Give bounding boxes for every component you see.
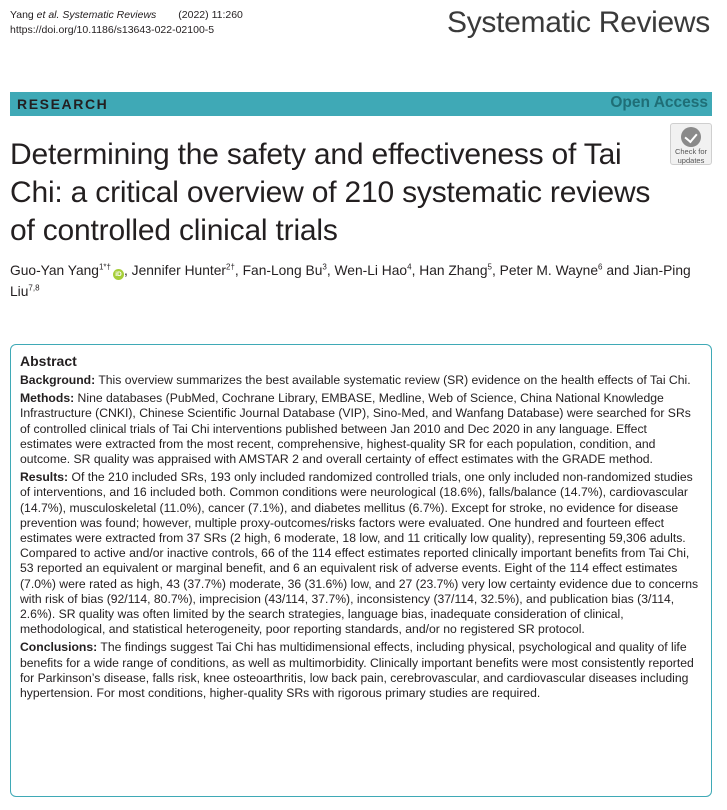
abstract-section [20,373,701,388]
author-name[interactable]: Peter M. Wayne [499,263,599,278]
citation-year: (2022) 11:260 [178,9,243,21]
citation-journal: et al. Systematic Reviews [36,9,157,21]
author-separator: , [491,263,500,278]
author-name[interactable]: Fan-Long Bu [242,263,323,278]
author-name[interactable]: Wen-Li Hao [334,263,408,278]
author-affiliation-marker: 6 [598,262,603,272]
author-separator: , [326,263,335,278]
author-affiliation-marker: 1*† [98,262,111,272]
abstract-section-text: Of the 210 included SRs, 193 only included randomized controlled trials, one only included non-randomized studies of interventions, and 16 included both. Common conditions were neurological (18.6%), falls/balance (14.7%), cardiovascular (14.7%), musculoskeletal (11.0%), cancer (7.1%), and diabetes mellitus (6.7%). Except for stroke, no evidence for disease prevention was found; however, multiple proxy-outcomes/risks factors were evaluated. One hundred and fourteen effect estimates were extracted from 37 SRs (2 high, 6 moderate, 18 low, and 11 critically low quality), representing 59,306 adults. Compared to active and/or inactive controls, 66 of the 114 effect estimates reported clinically important benefits from Tai Chi, 53 reported an equivalent or marginal benefit, and 6 an equivalent risk of adverse events. Eight of the 114 effect estimates (7.0%) were rated as high, 43 (37.7%) moderate, 36 (31.6%) low, and 27 (23.7%) very low certainty evidence due to concerns with risk of bias (92/114, 80.7%), imprecision (43/114, 37.7%), inconsistency (37/114, 32.5%), and publication bias (3/114, 2.6%). SR quality was often limited by the search strategies, language bias, inadequate consideration of clinical, methodological, and statistical heterogeneity, poor reporting standards, and/or no registered SR protocol. [20,470,699,637]
citation-authors: Yang [10,9,37,21]
abstract-section-text: The findings suggest Tai Chi has multidimensional effects, including physical, psychological and quality of life benefits for a wide range of conditions, as well as multimorbidity. Clinically important benefits were most consistently reported for Parkinson’s disease, falls risk, knee osteoarthritis, low back pain, cerebrovascular, and cardiovascular diseases including hypertension. For most conditions, higher-quality SRs with rigorous primary studies are required. [20,640,694,701]
author-list [10,260,710,302]
abstract-section-label: Methods: [20,391,75,406]
article-type-band [10,92,712,116]
author-affiliation-marker: 3 [322,262,327,272]
article-type-label: RESEARCH [17,96,109,112]
check-for-updates-badge[interactable] [670,123,712,165]
author-name[interactable]: Han Zhang [419,263,488,278]
author-affiliation-marker: 2† [226,262,235,272]
author-affiliation-marker: 7,8 [28,283,40,293]
abstract-section-text: This overview summarizes the best available systematic review (SR) evidence on the health effects of Tai Chi. [95,373,691,387]
article-title: Determining the safety and effectiveness of Tai Chi: a critical overview of 210 systematic reviews of controlled clinical trials [10,138,651,247]
citation-block [10,8,243,38]
open-access-label: Open Access [610,94,708,111]
author-name[interactable]: Jennifer Hunter [131,263,227,278]
abstract-section-text: Nine databases (PubMed, Cochrane Library, EMBASE, Medline, Web of Science, China National Knowledge Infrastructure (CNKI), Chinese Scientific Journal Database (VIP), Sino-Med, and Wanfang Database) were searched for SRs of controlled clinical trials of Tai Chi interventions published between Jan 2010 and Dec 2020 in any language. Effect estimates were extracted from the most recent, comprehensive, highest-quality SR for each population, condition, and outcome. SR quality was appraised with AMSTAR 2 and overall certainty of effect estimates with the GRADE method. [20,391,691,467]
check-updates-icon [681,127,701,147]
orcid-icon[interactable]: iD [113,269,124,280]
author-name[interactable]: Guo-Yan Yang [10,263,99,278]
abstract-section-label: Results: [20,470,69,485]
abstract-section-label: Conclusions: [20,640,98,655]
author-name[interactable]: Jian-Ping Liu [10,263,691,299]
check-updates-line2: updates [677,156,705,165]
citation-line [10,8,243,23]
abstract-heading: Abstract [20,353,77,369]
abstract-section-label: Background: [20,373,96,387]
author-separator: and [602,263,634,278]
doi-link[interactable]: https://doi.org/10.1186/s13643-022-02100-5 [10,24,215,36]
abstract-sections [20,373,701,701]
check-updates-line1: Check for [674,147,708,156]
author-affiliation-marker: 4 [407,262,412,272]
author-separator: , [411,263,420,278]
abstract-box [10,344,712,797]
author-separator: , [234,263,243,278]
abstract-section [20,391,701,467]
author-affiliation-marker: 5 [487,262,492,272]
abstract-section [20,640,701,701]
journal-name: Systematic Reviews [446,6,710,39]
author-separator: , [124,263,132,278]
abstract-section [20,470,701,637]
